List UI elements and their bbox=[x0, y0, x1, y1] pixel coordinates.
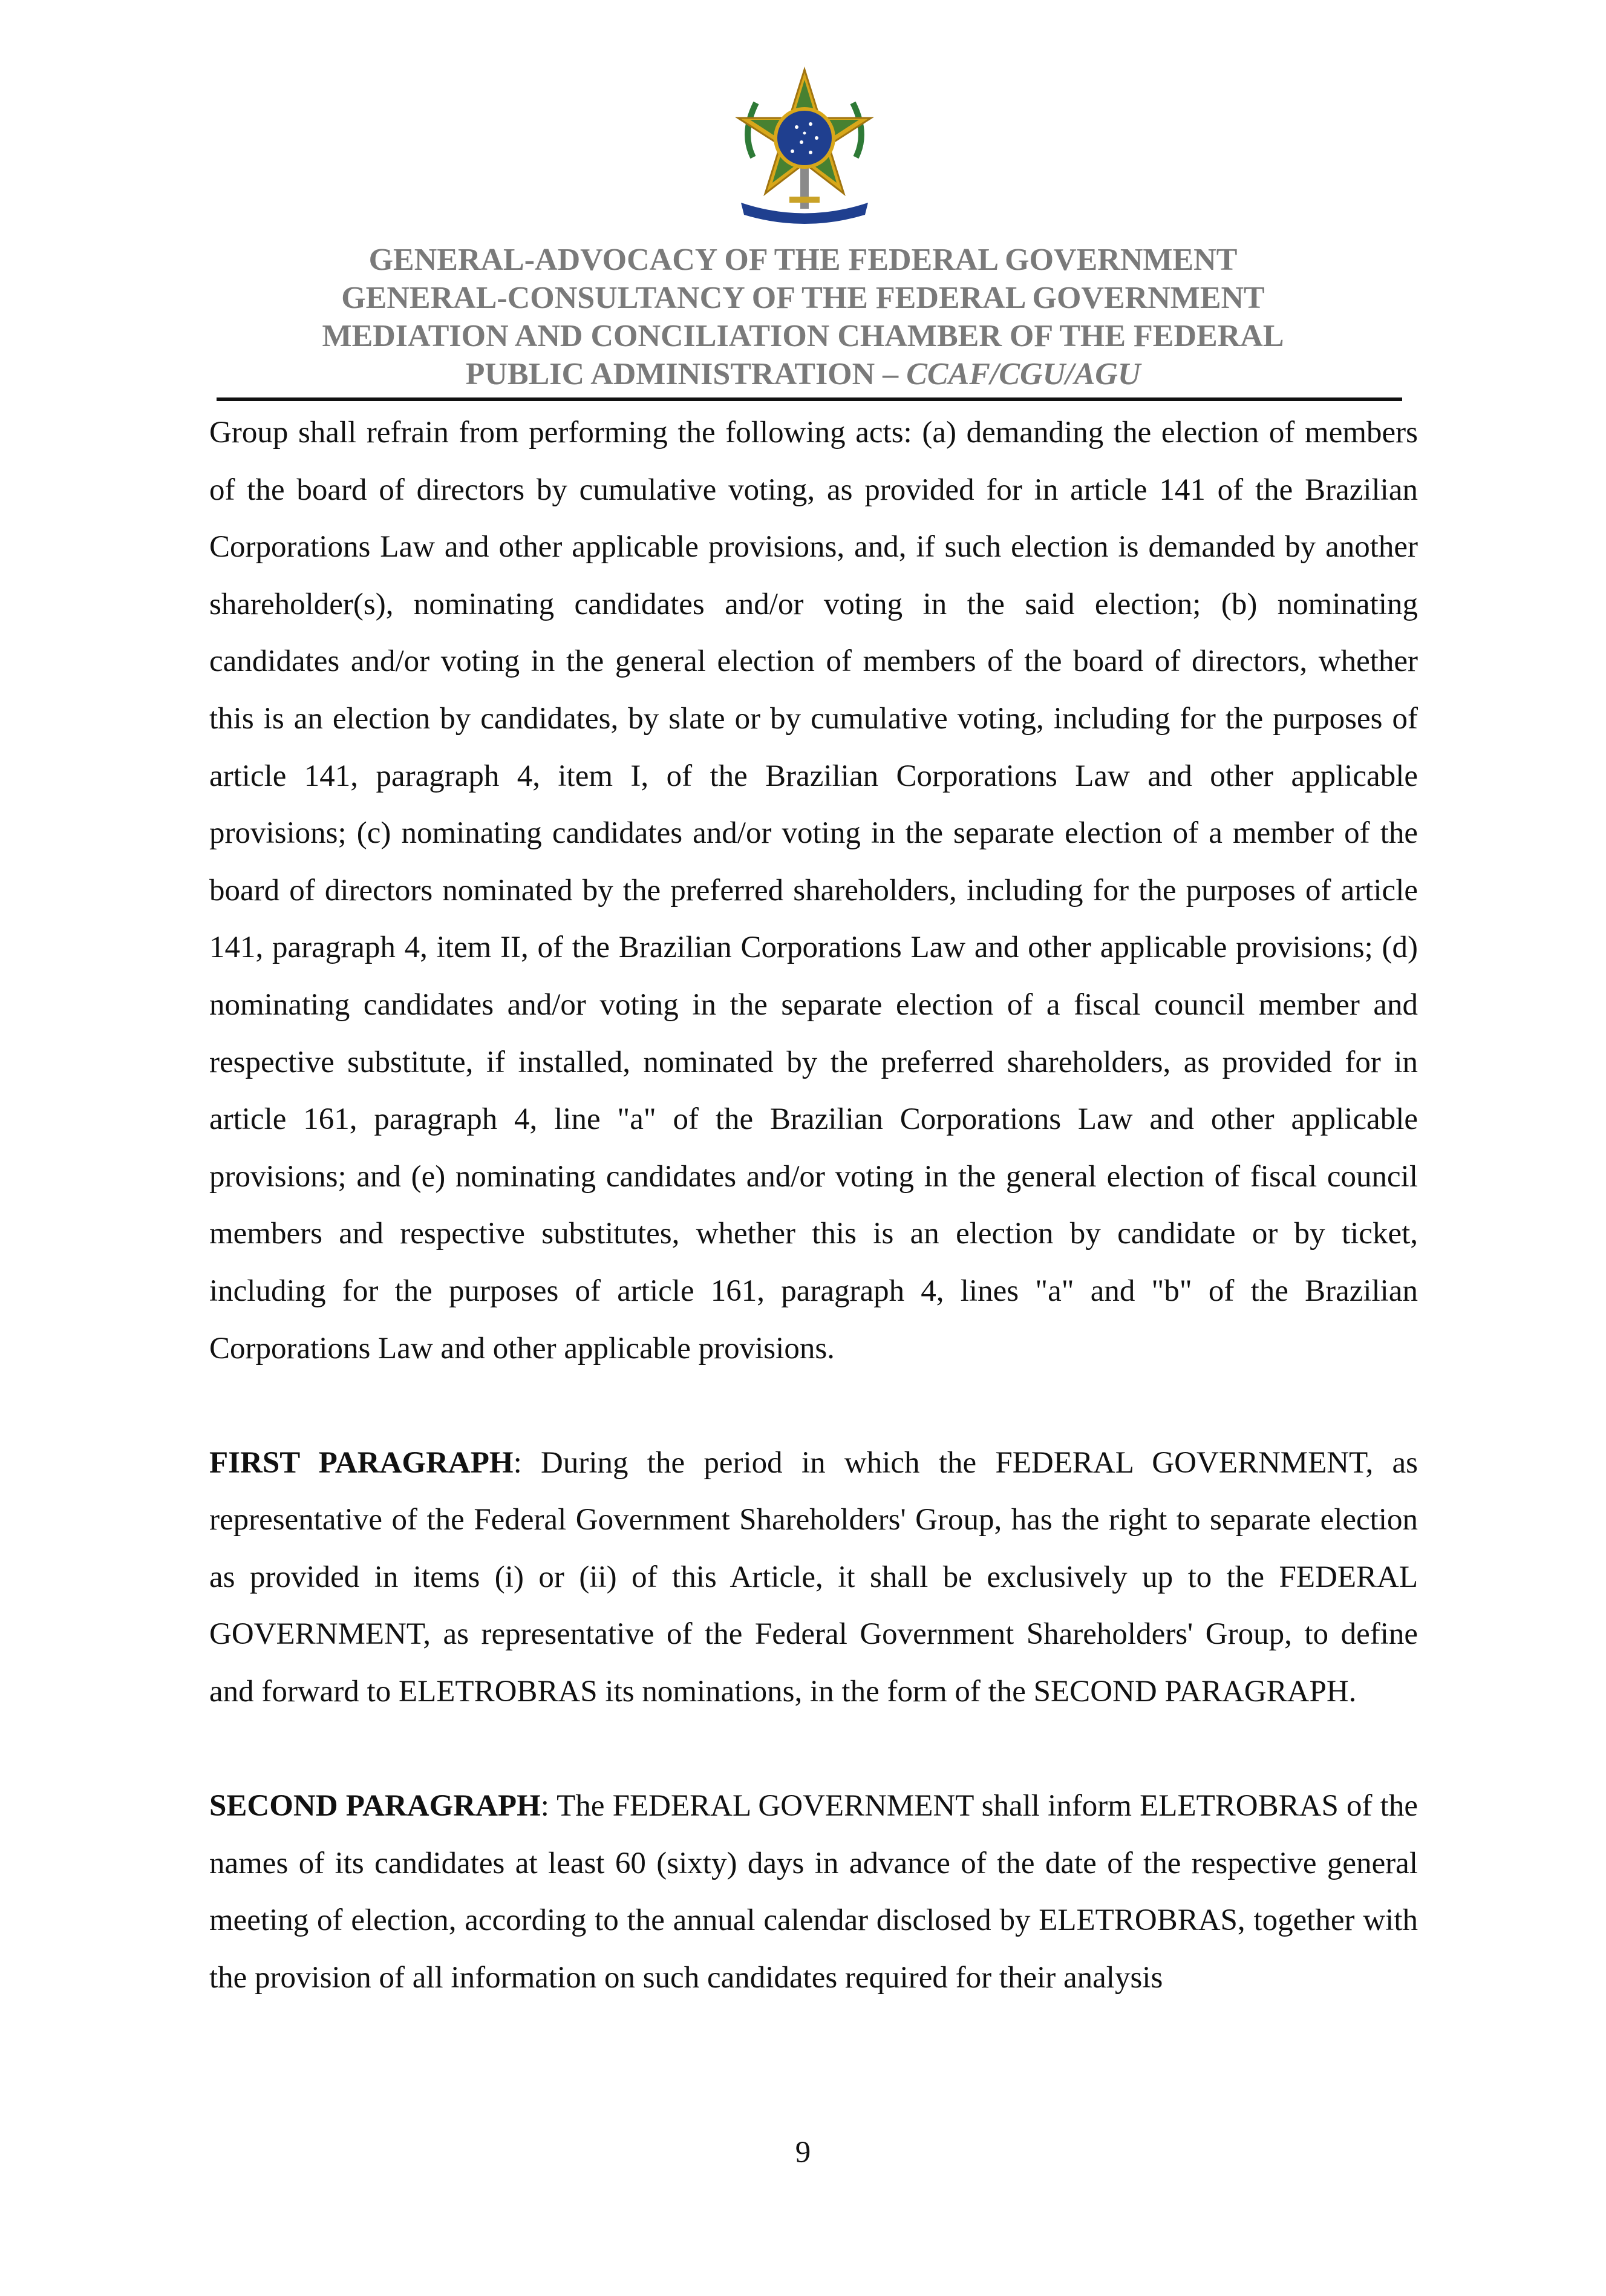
header-line-agency: GENERAL-ADVOCACY OF THE FEDERAL GOVERNMENT bbox=[368, 243, 1238, 277]
body-paragraph-continuation: Group shall refrain from performing the following acts: (a) demanding the election of members of the board of directors by cumulative voting, as provided for in article 141 of the Brazilian Corporations Law and other applicable provisions, and, if such election is demanded by another shareholder(s), nominating candidates and/or voting in the said election; (b) nominating candidates and/or voting in the general election of members of the board of directors, whether this is an election by candidates, by slate or by cumulative voting, including for the purposes of article 141, paragraph 4, item I, of the Brazilian Corporations Law and other applicable provisions; (c) nominating candidates and/or voting in the separate election of a member of the board of directors nominated by the preferred shareholders, including for the purposes of article 141, paragraph 4, item II, of the Brazilian Corporations Law and other applicable provisions; (d) nominating candidates and/or voting in the separate election of a fiscal council member and respective substitute, if installed, nominated by the preferred shareholders, as provided for in article 161, paragraph 4, line "a" of the Brazilian Corporations Law and other applicable provisions; and (e) nominating candidates and/or voting in the general election of fiscal council members and respective substitutes, whether this is an election by candidate or by ticket, including for the purposes of article 161, paragraph 4, lines "a" and "b" of the Brazilian Corporations Law and other applicable provisions. bbox=[209, 416, 1418, 1365]
header-line-administration-text: PUBLIC ADMINISTRATION – bbox=[465, 357, 907, 391]
header-line-consultancy: GENERAL-CONSULTANCY OF THE FEDERAL GOVERNMENT bbox=[341, 281, 1265, 315]
first-paragraph bbox=[209, 1434, 1418, 1721]
first-paragraph-text: : During the period in which the FEDERAL GOVERNMENT, as representative of the Federal Government Shareholders' Group, has the right to separate election as provided in items (i) or (ii) of this Article, it shall be exclusively up to the FEDERAL GOVERNMENT, as representative of the Federal Government Shareholders' Group, to define and forward to ELETROBRAS its nominations, in the form of the SECOND PARAGRAPH. bbox=[209, 1445, 1418, 1709]
brazil-coat-of-arms-icon bbox=[729, 67, 880, 224]
second-paragraph-text: : The FEDERAL GOVERNMENT shall inform ELETROBRAS of the names of its candidates at least 60 (sixty) days in advance of the date of the respective general meeting of election, according to the annual calendar disclosed by ELETROBRAS, together with the provision of all information on such candidates required for their analysis bbox=[209, 1789, 1418, 1995]
second-paragraph-heading: SECOND PARAGRAPH bbox=[209, 1789, 541, 1823]
second-paragraph bbox=[209, 1778, 1418, 2006]
document-header bbox=[0, 241, 1606, 393]
page-number: 9 bbox=[795, 2136, 811, 2170]
header-line-chamber: MEDIATION AND CONCILIATION CHAMBER OF THE FEDERAL bbox=[322, 319, 1284, 353]
document-body bbox=[209, 404, 1418, 2007]
header-divider bbox=[217, 397, 1402, 401]
first-paragraph-heading: FIRST PARAGRAPH bbox=[209, 1445, 514, 1480]
header-acronym: CCAF/CGU/AGU bbox=[906, 357, 1141, 391]
header-line-administration bbox=[0, 355, 1606, 393]
